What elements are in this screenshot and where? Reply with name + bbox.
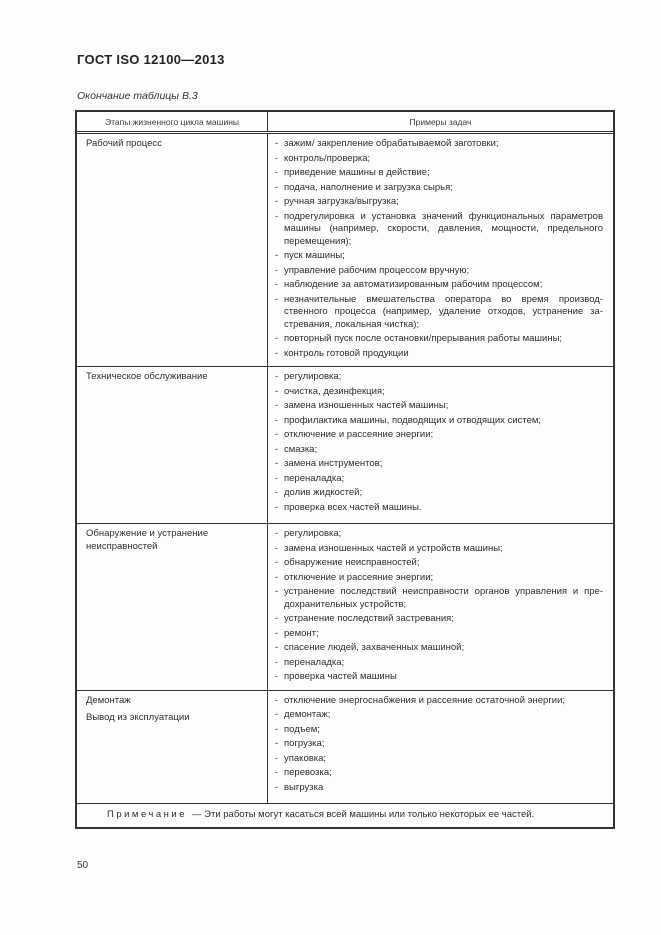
- task-item: - замена изношенных частей машины;: [275, 400, 603, 413]
- task-item: - подъем;: [275, 724, 603, 737]
- task-item: - выгрузка: [275, 782, 603, 795]
- task-item: - обнаружение неисправностей;: [275, 557, 603, 570]
- table-header-row: [77, 112, 613, 134]
- tasks-cell: [268, 367, 613, 523]
- task-item: - ремонт;: [275, 628, 603, 641]
- lifecycle-table: [75, 110, 615, 829]
- table-row: [77, 691, 613, 803]
- stage-label: Вывод из эксплуатации: [86, 711, 190, 723]
- task-item: - наблюдение за автоматизированным рабочим процессом;: [275, 279, 603, 292]
- task-item: - долив жидкостей;: [275, 487, 603, 500]
- task-item: - ручная загрузка/выгрузка;: [275, 196, 603, 209]
- table-row: [77, 134, 613, 367]
- stage-label: Обнаружение и устранение неисправностей: [86, 528, 209, 552]
- task-item: - пуск машины;: [275, 250, 603, 263]
- table-row: [77, 367, 613, 524]
- note-label: Примечание: [107, 808, 187, 820]
- task-item: - отключение энергоснабжения и рассеяние остаточной энергии;: [275, 695, 603, 708]
- task-item: - переналадка;: [275, 657, 603, 670]
- task-item: - спасение людей, захваченных машиной;: [275, 642, 603, 655]
- task-item: - регулировка;: [275, 528, 603, 541]
- table-body: [77, 134, 613, 803]
- table-note-row: [77, 803, 613, 827]
- stage-cell: [77, 524, 268, 690]
- task-item: - погрузка;: [275, 738, 603, 751]
- stage-cell: [77, 367, 268, 523]
- stage-label: Техническое обслуживание: [86, 371, 208, 382]
- task-item: - подрегулировка и установка значений функциональных параметров машины (например, скорости, давления, мощности, предельного перемещения);: [275, 211, 603, 249]
- task-item: - замена инструментов;: [275, 458, 603, 471]
- task-item: - перевозка;: [275, 767, 603, 780]
- task-item: - подача, наполнение и загрузка сырья;: [275, 182, 603, 195]
- task-item: - проверка частей машины: [275, 671, 603, 684]
- task-item: - профилактика машины, подводящих и отводящих систем;: [275, 415, 603, 428]
- task-item: - управление рабочим процессом вручную;: [275, 265, 603, 278]
- task-item: - отключение и рассеяние энергии;: [275, 572, 603, 585]
- task-item: - очистка, дезинфекция;: [275, 386, 603, 399]
- task-item: - устранение последствий застревания;: [275, 613, 603, 626]
- task-item: - повторный пуск после остановки/прерывания работы машины;: [275, 333, 603, 346]
- table-row: [77, 524, 613, 691]
- column-header-tasks: Примеры задач: [409, 117, 472, 127]
- task-item: - замена изношенных частей и устройств машины;: [275, 543, 603, 556]
- task-item: - отключение и рассеяние энергии;: [275, 429, 603, 442]
- task-item: - контроль/проверка;: [275, 153, 603, 166]
- task-item: - смазка;: [275, 444, 603, 457]
- task-item: - незначительные вмешательства оператора во время производственного процесса (например, удаление отходов, устранение застревания, локальная чистка);: [275, 294, 603, 332]
- task-item: - регулировка;: [275, 371, 603, 384]
- stage-cell: [77, 134, 268, 366]
- task-item: - переналадка;: [275, 473, 603, 486]
- page-number: 50: [77, 860, 89, 871]
- task-item: - зажим/ закрепление обрабатываемой заготовки;: [275, 138, 603, 151]
- task-item: - упаковка;: [275, 753, 603, 766]
- task-item: - контроль готовой продукции: [275, 348, 603, 361]
- stage-label: Демонтаж: [86, 694, 131, 706]
- tasks-cell: [268, 691, 613, 803]
- task-item: - демонтаж;: [275, 709, 603, 722]
- stage-label: Рабочий процесс: [86, 138, 162, 149]
- page-title: ГОСТ ISO 12100—2013: [77, 52, 225, 67]
- column-header-stages: Этапы жизненного цикла машины: [77, 112, 268, 131]
- tasks-cell: [268, 134, 613, 366]
- table-caption: Окончание таблицы В.3: [77, 90, 198, 102]
- stage-cell: [77, 691, 268, 803]
- task-item: - приведение машины в действие;: [275, 167, 603, 180]
- note-text: — Эти работы могут касаться всей машины или только некоторых ее частей.: [192, 808, 535, 820]
- task-item: - проверка всех частей машины.: [275, 502, 603, 515]
- tasks-cell: [268, 524, 613, 690]
- task-item: - устранение последствий неисправности органов управления и предохранительных устройств;: [275, 586, 603, 611]
